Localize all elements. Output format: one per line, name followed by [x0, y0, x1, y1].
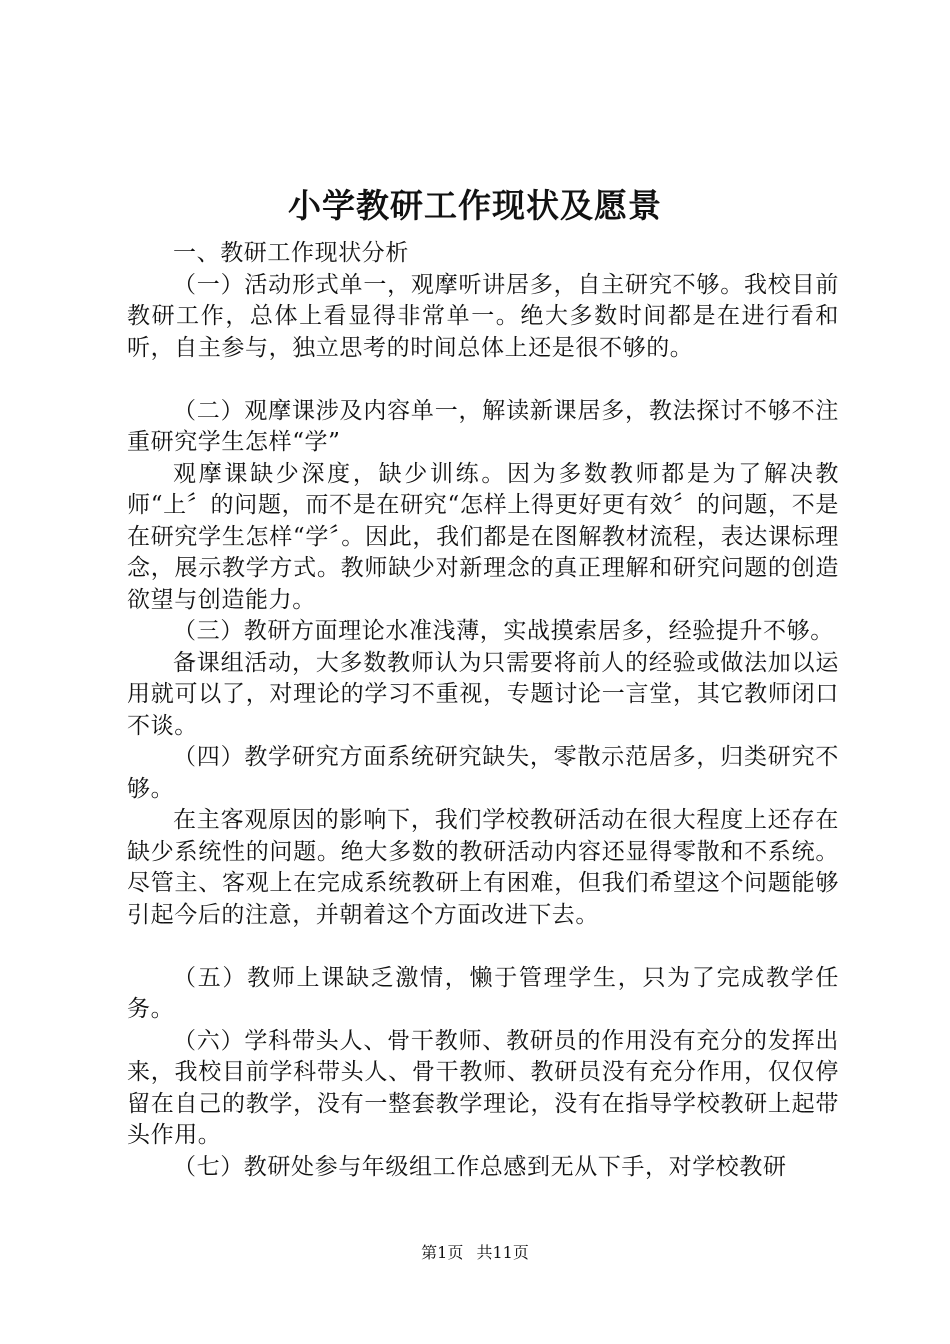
- paragraph: （五）教师上课缺乏激情，懒于管理学生，只为了完成教学任务。: [127, 964, 839, 1022]
- paragraph: （六）学科带头人、骨干教师、教研员的作用没有充分的发挥出来，我校目前学科带头人、骨干教师、教研员没有充分作用，仅仅停留在自己的教学，没有一整套教学理论，没有在指导学校教研上起带头作用。: [127, 1027, 839, 1148]
- paragraph: （七）教研处参与年级组工作总感到无从下手，对学校教研: [173, 1153, 787, 1180]
- page-total: 共11页: [476, 1243, 529, 1262]
- paragraph: （三）教研方面理论水准浅薄，实战摸索居多，经验提升不够。: [173, 618, 834, 644]
- document-title: 小学教研工作现状及愿景: [288, 186, 662, 225]
- page-number: 第1页: [421, 1243, 464, 1262]
- paragraph: 在主客观原因的影响下，我们学校教研活动在很大程度上还存在缺少系统性的问题。绝大多数的教研活动内容还显得零散和不系统。尽管主、客观上在完成系统教研上有困难，但我们希望这个问题能够引起今后的注意，并朝着这个方面改进下去。: [127, 807, 839, 928]
- document-body: [127, 238, 839, 1183]
- paragraph: 备课组活动，大多数教师认为只需要将前人的经验或做法加以运用就可以了，对理论的学习不重视，专题讨论一言堂，其它教师闭口不谈。: [127, 649, 839, 739]
- paragraph: （二）观摩课涉及内容单一，解读新课居多，教法探讨不够不注重研究学生怎样“学”: [127, 397, 839, 455]
- paragraph: 观摩课缺少深度，缺少训练。因为多数教师都是为了解决教师“上〞的问题，而不是在研究“怎样上得更好更有效〞的问题，不是在研究学生怎样“学〞。因此，我们都是在图解教材流程，表达课标理念，展示教学方式。教师缺少对新理念的真正理解和研究问题的创造欲望与创造能力。: [127, 460, 839, 613]
- paragraph: （一）活动形式单一，观摩听讲居多，自主研究不够。我校目前教研工作，总体上看显得非常单一。绝大多数时间都是在进行看和听，自主参与，独立思考的时间总体上还是很不够的。: [127, 271, 839, 361]
- page-footer: [0, 1241, 950, 1265]
- paragraph: （四）教学研究方面系统研究缺失，零散示范居多，归类研究不够。: [127, 744, 839, 802]
- section-heading: 一、教研工作现状分析: [173, 240, 409, 266]
